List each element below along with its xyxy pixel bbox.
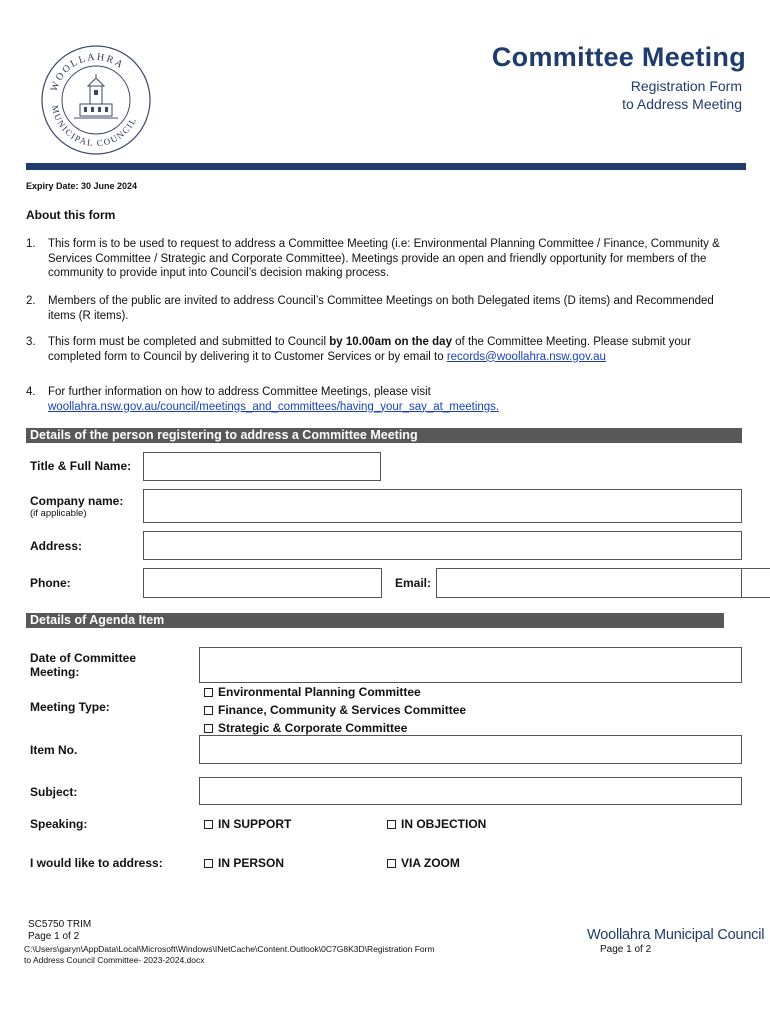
checkbox-icon[interactable] [204, 688, 213, 697]
item-no-label: Item No. [30, 743, 78, 757]
option-label: IN SUPPORT [218, 817, 292, 831]
seal-text-bottom: MUNICIPAL COUNCIL [49, 104, 139, 149]
meeting-type-label: Meeting Type: [30, 700, 110, 714]
address-mode-label: I would like to address: [30, 856, 163, 870]
svg-text:WOOLLAHRA [49, 52, 126, 93]
option-label: IN OBJECTION [401, 817, 487, 831]
subject-label: Subject: [30, 785, 78, 799]
subject-input[interactable] [199, 777, 742, 805]
meeting-date-label: Date of Committee Meeting: [30, 651, 137, 679]
footer-page-left: Page 1 of 2 [28, 931, 80, 942]
about-item-1 [26, 237, 726, 281]
footer-brand: Woollahra Municipal Council [587, 927, 765, 943]
title-name-label: Title & Full Name: [30, 459, 132, 473]
checkbox-icon[interactable] [204, 859, 213, 868]
phone-input[interactable] [143, 568, 382, 598]
svg-text:MUNICIPAL COUNCIL [50, 104, 139, 148]
item-number: 1. [26, 238, 36, 250]
expiry-date: Expiry Date: 30 June 2024 [26, 181, 138, 191]
checkbox-icon[interactable] [204, 706, 213, 715]
email-input-overflow [741, 568, 770, 598]
speaking-label: Speaking: [30, 817, 88, 831]
subtitle-line-2: to Address Meeting [622, 96, 742, 112]
checkbox-icon[interactable] [204, 724, 213, 733]
speaking-option-objection[interactable] [387, 817, 486, 831]
footer-file-path: C:\Users\garyn\AppData\Local\Microsoft\Windows\INetCache\Content.Outlook\0C7G8K3D\Registration Form to Address Council Committee- 2023-2024.docx [24, 944, 435, 965]
section-agenda-heading: Details of Agenda Item [26, 613, 724, 628]
meeting-type-option-2[interactable] [204, 703, 466, 717]
seal-text-top: WOOLLAHRA [48, 51, 127, 93]
item-no-input[interactable] [199, 735, 742, 764]
section-person-heading: Details of the person registering to address a Committee Meeting [26, 428, 742, 443]
option-label: VIA ZOOM [401, 856, 460, 870]
item-text-part: of the Committee Meeting. Please submit your completed form to Council by delivering it to Customer Services or by email to [48, 336, 692, 363]
checkbox-icon[interactable] [204, 820, 213, 829]
item-text [48, 385, 720, 414]
meeting-date-input[interactable] [199, 647, 742, 683]
about-item-4 [26, 385, 726, 415]
about-item-2 [26, 294, 726, 324]
item-text: Members of the public are invited to address Council’s Committee Meetings on both Delegated items (D items) and Recommended items (R items). [48, 295, 714, 322]
checkbox-icon[interactable] [387, 859, 396, 868]
checkbox-icon[interactable] [387, 820, 396, 829]
item-number: 4. [26, 386, 36, 398]
item-text-bold: by 10.00am on the day [329, 336, 452, 348]
meeting-type-option-1[interactable] [204, 685, 421, 699]
address-mode-option-in-person[interactable] [204, 856, 284, 870]
subtitle-line-1: Registration Form [630, 78, 742, 94]
item-text [48, 335, 720, 364]
item-number: 3. [26, 336, 36, 348]
option-label: IN PERSON [218, 856, 285, 870]
speaking-option-support[interactable] [204, 817, 291, 831]
page-title: Committee Meeting [491, 42, 746, 72]
about-heading: About this form [26, 208, 116, 222]
council-seal-logo [40, 44, 152, 156]
option-label: Environmental Planning Committee [218, 685, 421, 699]
meeting-type-option-3[interactable] [204, 721, 407, 735]
item-text-part: For further information on how to address Committee Meetings, please visit [48, 386, 431, 398]
option-label: Strategic & Corporate Committee [218, 721, 408, 735]
item-number: 2. [26, 295, 36, 307]
company-input[interactable] [143, 489, 742, 523]
email-link[interactable]: records@woollahra.nsw.gov.au [446, 350, 606, 363]
website-link[interactable]: woollahra.nsw.gov.au/council/meetings_and_committees/having_your_say_at_meetings. [48, 400, 500, 413]
address-label: Address: [30, 539, 83, 553]
item-text: This form is to be used to request to address a Committee Meeting (i.e: Environmental Planning Committee / Finance, Community & Services Committee / Strategic and Corporate Committee). Meetings provide an open and friendly opportunity for members of the community to provide input into Council’s decision making process. [48, 238, 720, 279]
company-note: (if applicable) [30, 508, 87, 519]
option-label: Finance, Community & Services Committee [218, 703, 467, 717]
address-input[interactable] [143, 531, 742, 560]
about-item-3 [26, 335, 726, 379]
company-label: Company name: [30, 494, 124, 508]
footer-ref: SC5750 TRIM [28, 919, 92, 930]
item-text-part: This form must be completed and submitted to Council [48, 336, 330, 348]
email-label: Email: [395, 576, 432, 590]
address-mode-option-zoom[interactable] [387, 856, 460, 870]
email-input[interactable] [436, 568, 742, 598]
footer-page-right: Page 1 of 2 [600, 944, 652, 955]
header-divider-bar [26, 163, 746, 170]
phone-label: Phone: [30, 576, 71, 590]
title-name-input[interactable] [143, 452, 381, 481]
